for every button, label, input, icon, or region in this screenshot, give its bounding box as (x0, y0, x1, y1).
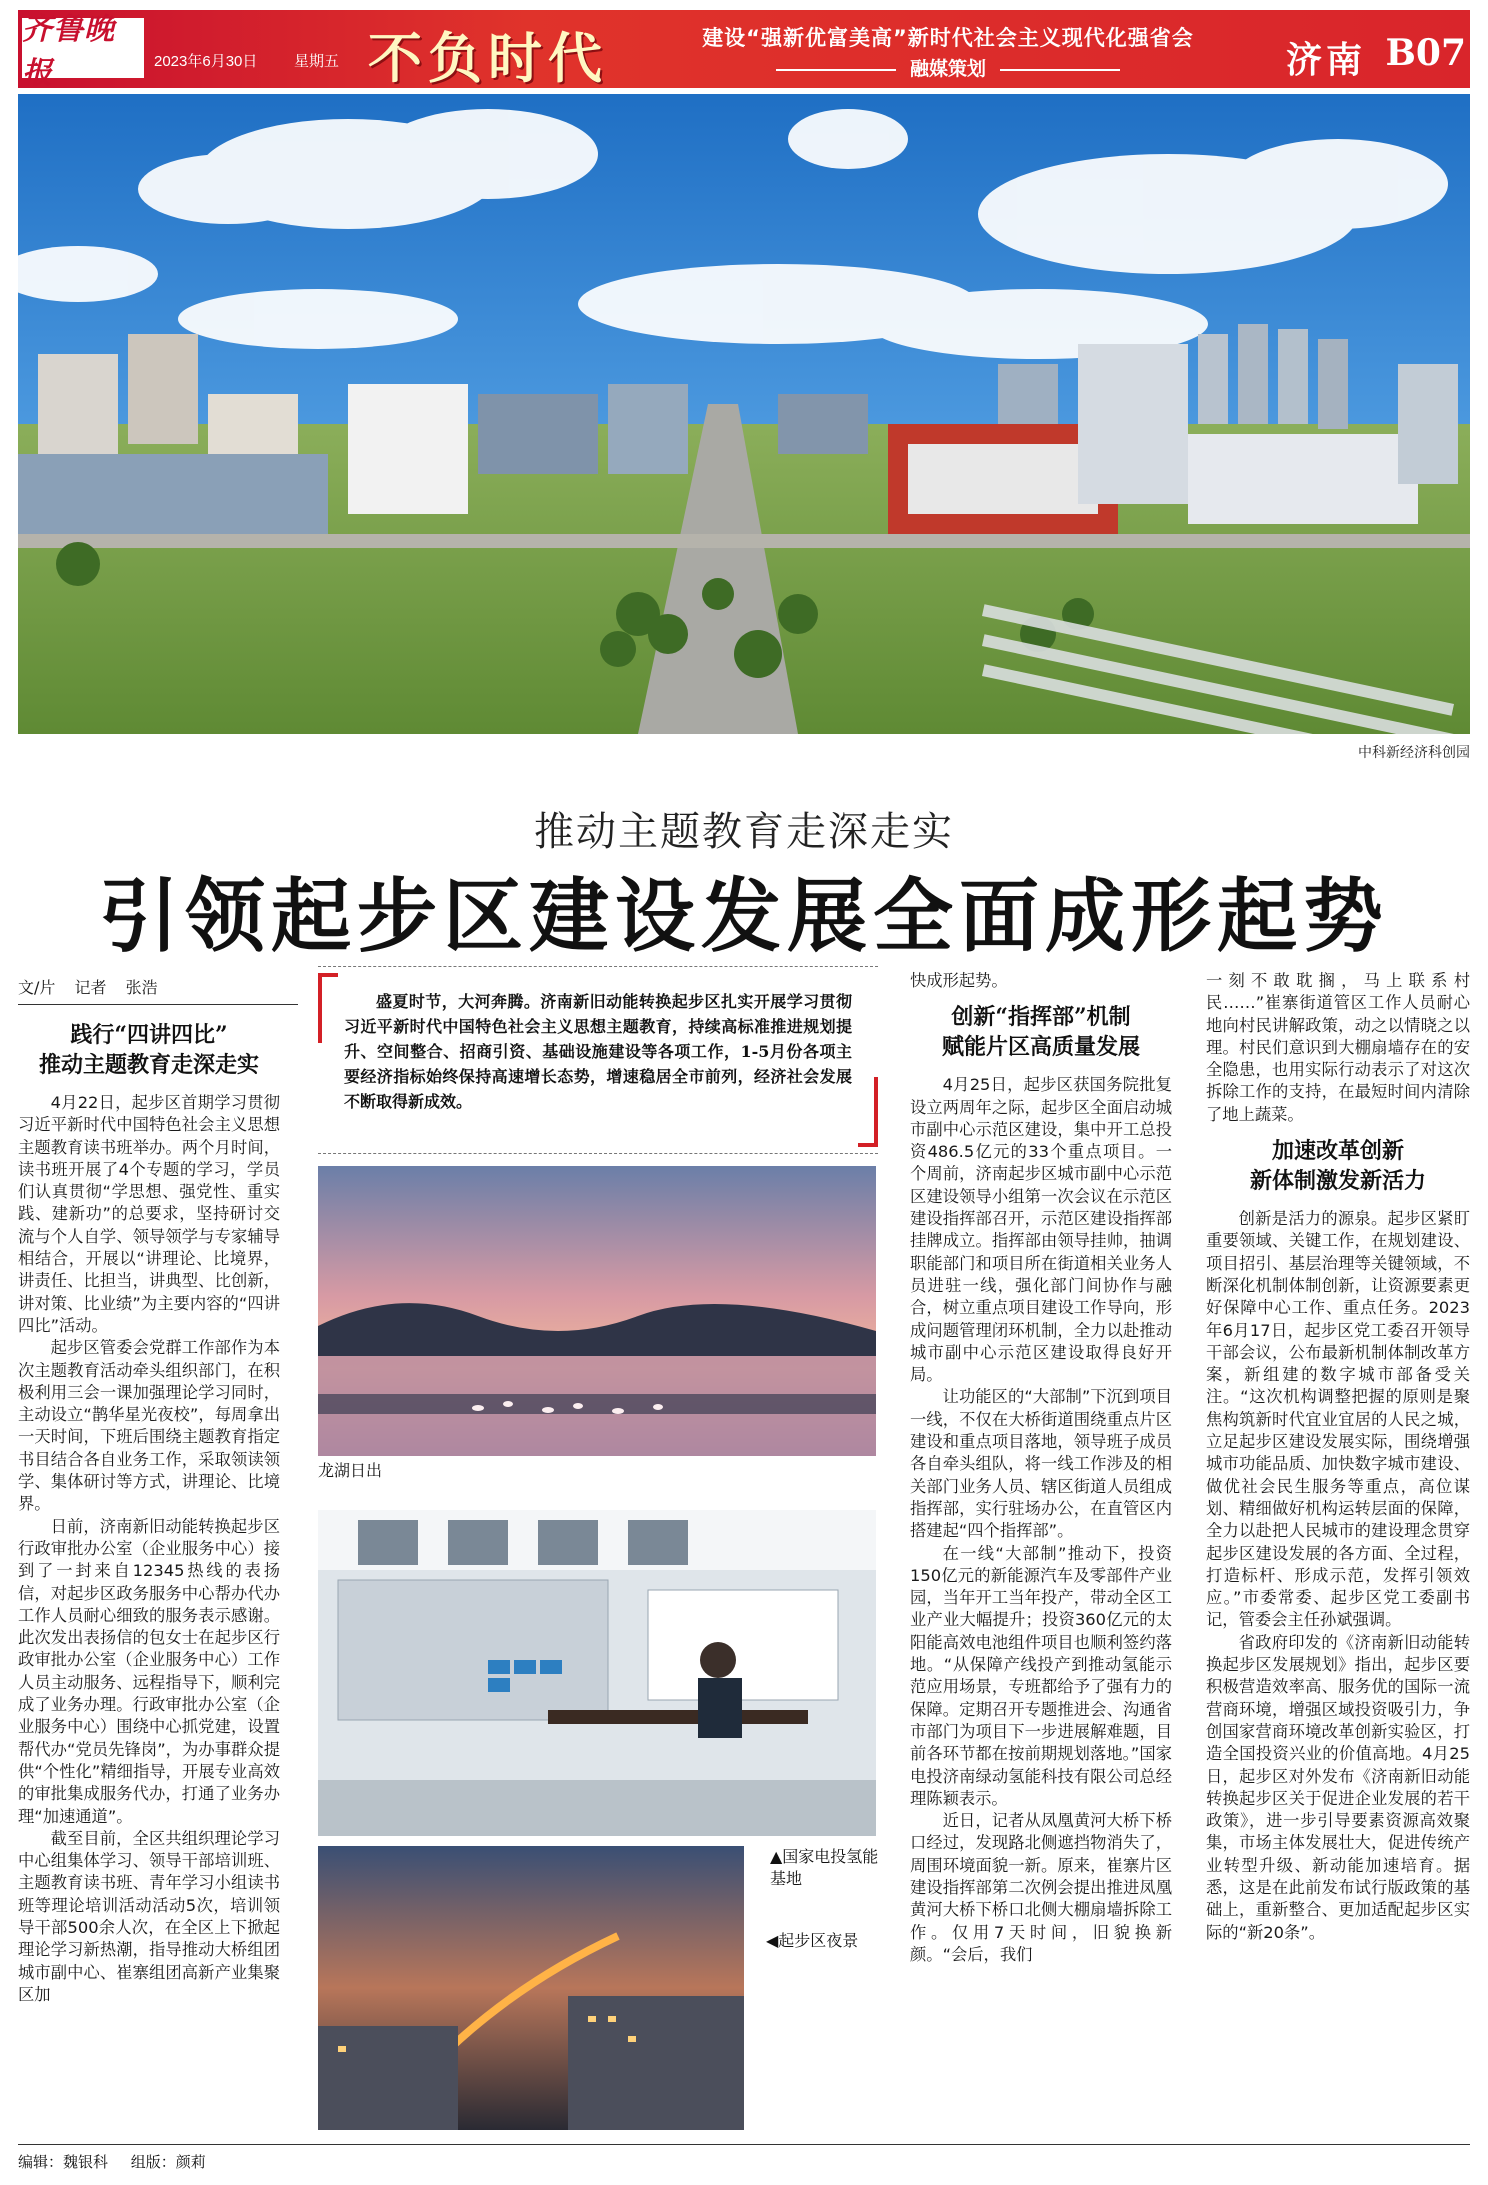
footer-editor: 编辑：魏银科 (18, 2153, 109, 2171)
byline-author: 张浩 (125, 978, 158, 997)
page-number: B07 (1385, 32, 1466, 74)
col3-paragraph: 近日，记者从凤凰黄河大桥下桥口经过，发现路北侧遮挡物消失了，周围环境面貌一新。原来，崔寨片区建设指挥部第二次例会提出推进凤凰黄河大桥下桥口北侧大棚扇墙拆除工作。仅用7天时间，旧貌换新颜。“会后，我们 (910, 1811, 1172, 1964)
col4-paragraph: 创新是活力的源泉。起步区紧盯重要领域、关键工作，在规划建设、项目招引、基层治理等关键领域，不断深化机制体制创新，让资源要素更好保障中心工作、重点任务。2023年6月17日，起步区党工委召开领导干部会议，公布最新机制体制改革方案，新组建的数字城市部备受关注。“这次机构调整把握的原则是聚焦构筑新时代宜业宜居的人民之城，立足起步区建设发展实际，围绕增强城市功能品质、加快数字城市建设、做优社会民生服务等重点，高位谋划、精细做好机构运转层面的保障，全力以赴把人民城市的建设理念贯穿起步区建设发展的各方面、全过程，打造标杆、形成示范，发挥引领效应。”市委常委、起步区党工委副书记，管委会主任孙斌强调。 (1206, 1209, 1470, 1630)
section-slogan: 不负时代 (368, 26, 608, 90)
newspaper-logo: 齐鲁晚报 (22, 18, 144, 78)
col1-paragraph: 日前，济南新旧动能转换起步区行政审批办公室（企业服务中心）接到了一封来自12345热线的表扬信，对起步区政务服务中心帮办代办工作人员耐心细致的服务表示感谢。此次发出表扬信的包女士在起步区行政审批办公室（企业服务中心）工作人员主动服务、远程指导下，顺利完成了业务办理。行政审批办公室（企业服务中心）围绕中心抓党建，设置帮代办“党员先锋岗”，为办事群众提供“个性化”精细指导，开展专业高效的审批集成服务代办，打通了业务办理“加速通道”。 (18, 1516, 280, 1826)
night-illustration (318, 1846, 744, 2130)
byline-label: 文/片 (18, 978, 56, 997)
photo-caption-night: ◀起步区夜景 (766, 1931, 859, 1950)
photo-caption-hydrogen: ▲国家电投氢能基地 (770, 1847, 879, 1888)
footer-designer: 组版：颜莉 (130, 2153, 206, 2171)
column-3 (910, 970, 1172, 1966)
lab-illustration (318, 1510, 876, 1836)
issue-weekday: 星期五 (294, 53, 340, 70)
media-label-text: 融媒策划 (909, 58, 986, 80)
campaign-title: 建设“强新优富美高”新时代社会主义现代化强省会 (702, 26, 1194, 50)
city-label: 济南 (1285, 39, 1366, 81)
lead-box (318, 966, 878, 1154)
hero-caption: 中科新经济科创园 (1358, 744, 1470, 760)
lead-text: 盛夏时节，大河奔腾。济南新旧动能转换起步区扎实开展学习贯彻习近平新时代中国特色社会主义思想主题教育，持续高标准推进规划提升、空间整合、招商引资、基础设施建设等各项工作，1-5月份各项主要经济指标始终保持高速增长态势，增速稳居全市前列，经济社会发展不断取得新成效。 (344, 992, 852, 1111)
col3-continued-line: 快成形起势。 (910, 971, 1008, 990)
masthead (18, 10, 1470, 91)
issue-date: 2023年6月30日 (154, 53, 258, 70)
hero-photo (18, 94, 1470, 734)
aerial-city-illustration (18, 94, 1470, 734)
column-1 (18, 1010, 280, 2006)
col1-subhead: 践行“四讲四比” 推动主题教育走深走实 (38, 1022, 259, 1078)
col1-paragraph: 起步区管委会党群工作部作为本次主题教育活动牵头组织部门，在积极利用三会一课加强理论学习同时，主动设立“鹊华星光夜校”，每周拿出一天时间，下班后围绕主题教育指定书目结合各自业务工作，采取领读领学、集体研讨等方式，讲理论、比境界。 (18, 1338, 280, 1514)
col4-paragraph: 一刻不敢耽搁，马上联系村民……”崔寨街道管区工作人员耐心地向村民讲解政策，动之以情晓之以理。村民们意识到大棚扇墙存在的安全隐患，也用实际行动表示了对这次拆除工作的支持，在最短时间内清除了地上蔬菜。 (1206, 971, 1470, 1124)
col3-paragraph: 4月25日，起步区获国务院批复设立两周年之际，起步区全面启动城市副中心示范区建设，集中开工总投资486.5亿元的33个重点项目。一个周前，济南起步区城市副中心示范区建设领导小组第一次会议在示范区建设指挥部召开，示范区建设指挥部挂牌成立。指挥部由领导挂帅，抽调职能部门和项目所在街道相关业务人员进驻一线，强化部门间协作与融合，树立重点项目建设工作导向，形成问题管理闭环机制，全力以赴推动城市副中心示范区建设取得良好开局。 (910, 1075, 1172, 1385)
col1-paragraph: 4月22日，起步区首期学习贯彻习近平新时代中国特色社会主义思想主题教育读书班举办。两个月时间，读书班开展了4个专题的学习，学员们认真贯彻“学思想、强党性、重实践、建新功”的总要求，坚持研讨交流与个人自学、领导领学与专家辅导相结合，开展以“讲理论、比境界，讲责任、比担当，讲典型、比创新，讲对策、比业绩”为主要内容的“四讲四比”活动。 (18, 1093, 280, 1335)
lead-corner-top-left (318, 973, 338, 1043)
column-4 (1206, 970, 1470, 1944)
byline-role: 记者 (74, 978, 107, 997)
photo-hydrogen-base (318, 1510, 876, 1836)
col3-paragraph: 让功能区的“大部制”下沉到项目一线，不仅在大桥街道围绕重点片区建设和重点项目落地，领导班子成员各自牵头组队，将一线工作涉及的相关部门业务人员、辖区街道人员组成指挥部，实行驻场办公，在直管区内搭建起“四个指挥部”。 (910, 1387, 1172, 1541)
photo-caption-sunrise: 龙湖日出 (318, 1461, 383, 1480)
col1-paragraph: 截至目前，全区共组织理论学习中心组集体学习、领导干部培训班、主题教育读书班、青年学习小组读书班等理论培训活动活动5次，培训领导干部500余人次，在全区上下掀起理论学习新热潮，指导推动大桥组团城市副中心、崔寨组团高新产业集聚区加 (18, 1828, 280, 2004)
photo-lake-sunrise (318, 1166, 876, 1456)
col4-subhead: 加速改革创新 新体制激发新活力 (1249, 1138, 1426, 1195)
page-footer (18, 2144, 1470, 2172)
col3-subhead: 创新“指挥部”机制 赋能片区高质量发展 (941, 1004, 1140, 1061)
col4-paragraph: 省政府印发的《济南新旧动能转换起步区发展规划》指出，起步区要积极营造效率高、服务优的国际一流营商环境，增强区域投资吸引力，争创国家营商环境改革创新实验区，打造全国投资兴业的价值高地。4月25日，起步区对外发布《济南新旧动能转换起步区关于促进企业发展的若干政策》，进一步引导要素资源高效聚集，市场主体发展壮大，促进传统产业转型升级、新动能加速培育。据悉，这是在此前发布试行版政策的基础上，重新整合、更加适配起步区实际的“新20条”。 (1206, 1632, 1470, 1942)
col3-paragraph: 在一线“大部制”推动下，投资150亿元的新能源汽车及零部件产业园，当年开工当年投产，带动全区工业产业大幅提升；投资360亿元的太阳能高效电池组件项目也顺利签约落地。“从保障产线投产到推动氢能示范应用场景，专班都给予了强有力的保障。定期召开专题推进会、沟通省市部门为项目下一步进展解难题，目前各环节都在按前期规划落地。”国家电投济南绿动氢能科技有限公司总经理陈颖表示。 (910, 1543, 1172, 1808)
media-label (668, 54, 1228, 81)
article-kicker: 推动主题教育走深走实 (534, 809, 954, 855)
sunrise-illustration (318, 1166, 876, 1456)
article-headline: 引领起步区建设发展全面成形起势 (99, 869, 1389, 963)
lead-corner-bottom-right (858, 1077, 878, 1147)
photo-night-view (318, 1846, 744, 2130)
byline (18, 975, 298, 1005)
